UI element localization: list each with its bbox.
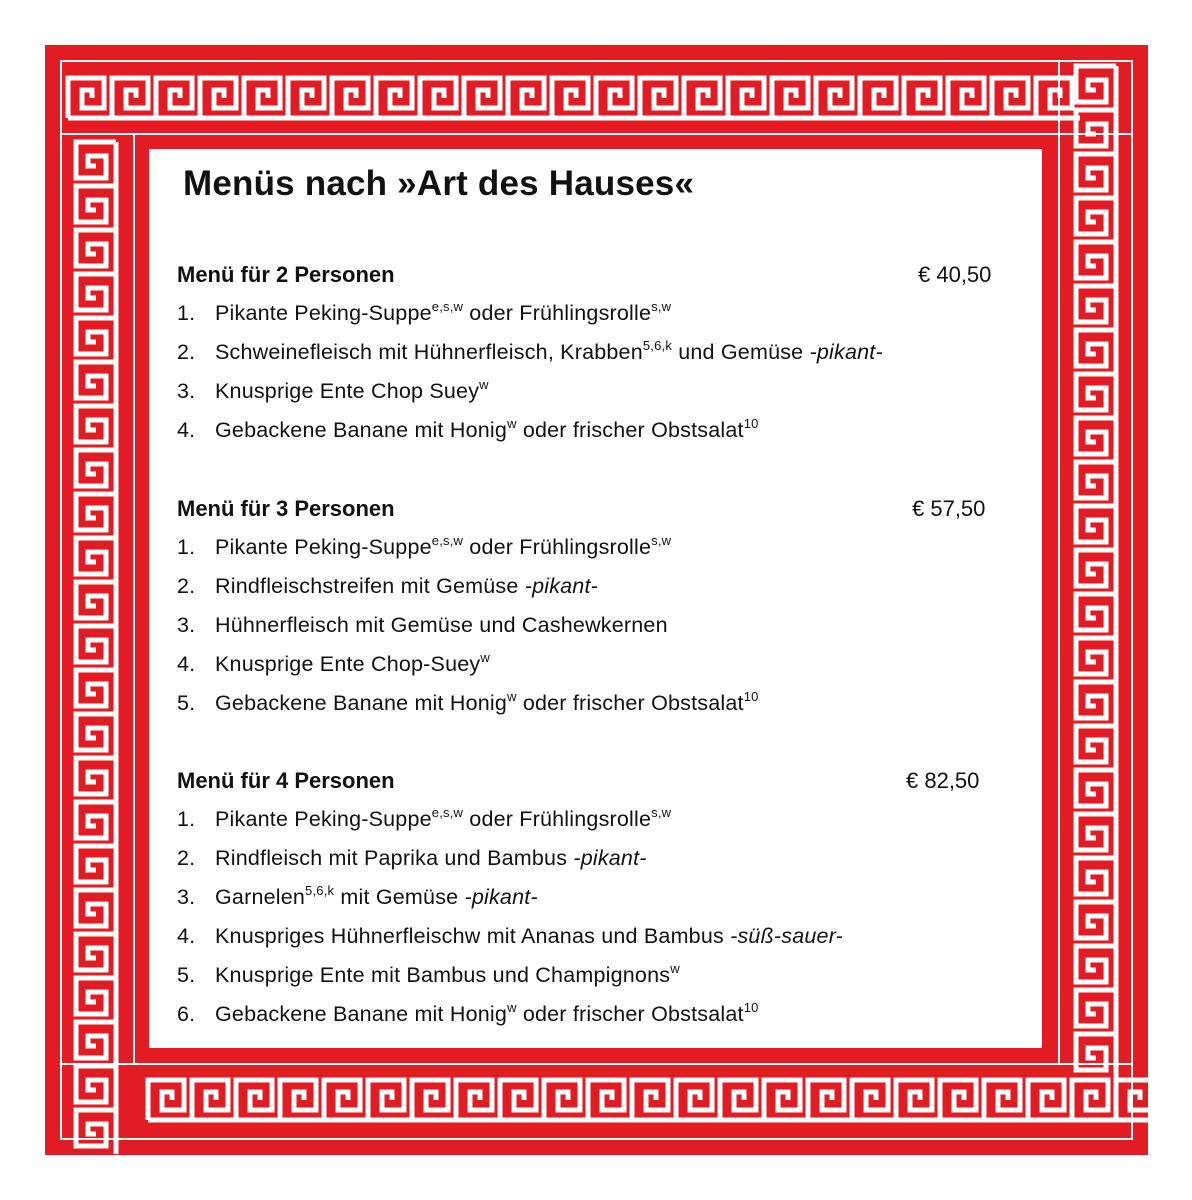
allergen-footnote: w: [670, 961, 680, 976]
allergen-footnote: s,w: [651, 533, 672, 548]
item-text: oder frischer Obstsalat: [516, 691, 744, 715]
menu-item: [177, 807, 671, 832]
item-text: Pikante Peking-Suppe: [215, 301, 432, 325]
allergen-footnote: e,s,w: [431, 533, 464, 548]
menu-item: [177, 963, 680, 988]
page-title: Menüs nach »Art des Hauses«: [183, 164, 695, 203]
allergen-footnote: w: [507, 416, 517, 431]
section-title: Menü für 2 Personen: [177, 262, 395, 287]
taste-note: -pikant-: [524, 574, 598, 598]
item-text: oder frischer Obstsalat: [516, 1002, 744, 1026]
item-number: 3.: [177, 613, 196, 637]
item-number: 2.: [177, 340, 196, 364]
taste-note: -süß-sauer-: [730, 924, 844, 948]
allergen-footnote: w: [480, 650, 490, 665]
menu-item: [177, 691, 759, 716]
allergen-footnote: 10: [743, 416, 759, 431]
allergen-footnote: e,s,w: [431, 805, 464, 820]
allergen-footnote: e,s,w: [431, 299, 464, 314]
item-text: Rindfleisch mit Paprika und Bambus: [215, 846, 574, 870]
item-text: mit Gemüse: [334, 885, 465, 909]
item-number: 1.: [177, 301, 196, 325]
menu-item: [177, 846, 647, 871]
item-number: 2.: [177, 846, 196, 870]
item-text: Hühnerfleisch mit Gemüse und Cashewkernen: [215, 613, 668, 637]
item-text: Gebackene Banane mit Honig: [215, 418, 508, 442]
item-text: Gebackene Banane mit Honig: [215, 691, 508, 715]
item-text: Pikante Peking-Suppe: [215, 535, 432, 559]
item-text: Pikante Peking-Suppe: [215, 807, 432, 831]
menu-item: [177, 574, 598, 599]
allergen-footnote: w: [507, 1000, 517, 1015]
section-price: € 40,50: [918, 262, 992, 287]
item-text: Knusprige Ente mit Bambus und Champignons: [215, 963, 671, 987]
allergen-footnote: 5,6,k: [642, 338, 673, 353]
item-number: 1.: [177, 807, 196, 831]
item-text: oder Frühlingsrolle: [463, 807, 652, 831]
menu-item: [177, 418, 759, 443]
allergen-footnote: s,w: [651, 299, 672, 314]
taste-note: -pikant-: [464, 885, 538, 909]
item-number: 3.: [177, 379, 196, 403]
section-price: € 57,50: [912, 496, 986, 521]
menu-item: [177, 613, 668, 638]
menu-item: [177, 379, 489, 404]
menu-item: [177, 885, 538, 910]
item-text: Schweinefleisch mit Hühnerfleisch, Krabben: [215, 340, 643, 364]
allergen-footnote: s,w: [651, 805, 672, 820]
item-number: 4.: [177, 924, 196, 948]
item-number: 4.: [177, 652, 196, 676]
item-text: oder Frühlingsrolle: [463, 301, 652, 325]
item-text: Gebackene Banane mit Honig: [215, 1002, 508, 1026]
item-number: 2.: [177, 574, 196, 598]
taste-note: -pikant-: [809, 340, 883, 364]
item-text: Garnelen: [215, 885, 306, 909]
menu-item: [177, 301, 671, 326]
item-text: Knuspriges Hühnerfleischw mit Ananas und Bambus: [215, 924, 731, 948]
menu-item: [177, 652, 490, 677]
menu-item: [177, 340, 883, 365]
item-number: 5.: [177, 691, 196, 715]
item-text: Knusprige Ente Chop-Suey: [215, 652, 481, 676]
item-text: oder frischer Obstsalat: [516, 418, 744, 442]
item-text: Knusprige Ente Chop Suey: [215, 379, 480, 403]
allergen-footnote: 10: [743, 1000, 759, 1015]
item-text: Rindfleischstreifen mit Gemüse: [215, 574, 525, 598]
item-text: und Gemüse: [672, 340, 810, 364]
taste-note: -pikant-: [573, 846, 647, 870]
section-title: Menü für 4 Personen: [177, 768, 395, 793]
item-number: 1.: [177, 535, 196, 559]
section-title: Menü für 3 Personen: [177, 496, 395, 521]
allergen-footnote: w: [507, 689, 517, 704]
menu-item: [177, 924, 843, 949]
item-number: 5.: [177, 963, 196, 987]
item-number: 3.: [177, 885, 196, 909]
menu-item: [177, 535, 671, 560]
allergen-footnote: 10: [743, 689, 759, 704]
item-text: oder Frühlingsrolle: [463, 535, 652, 559]
section-price: € 82,50: [906, 768, 980, 793]
allergen-footnote: 5,6,k: [305, 883, 335, 898]
item-number: 4.: [177, 418, 196, 442]
allergen-footnote: w: [479, 377, 489, 392]
menu-item: [177, 1002, 759, 1027]
item-number: 6.: [177, 1002, 196, 1026]
